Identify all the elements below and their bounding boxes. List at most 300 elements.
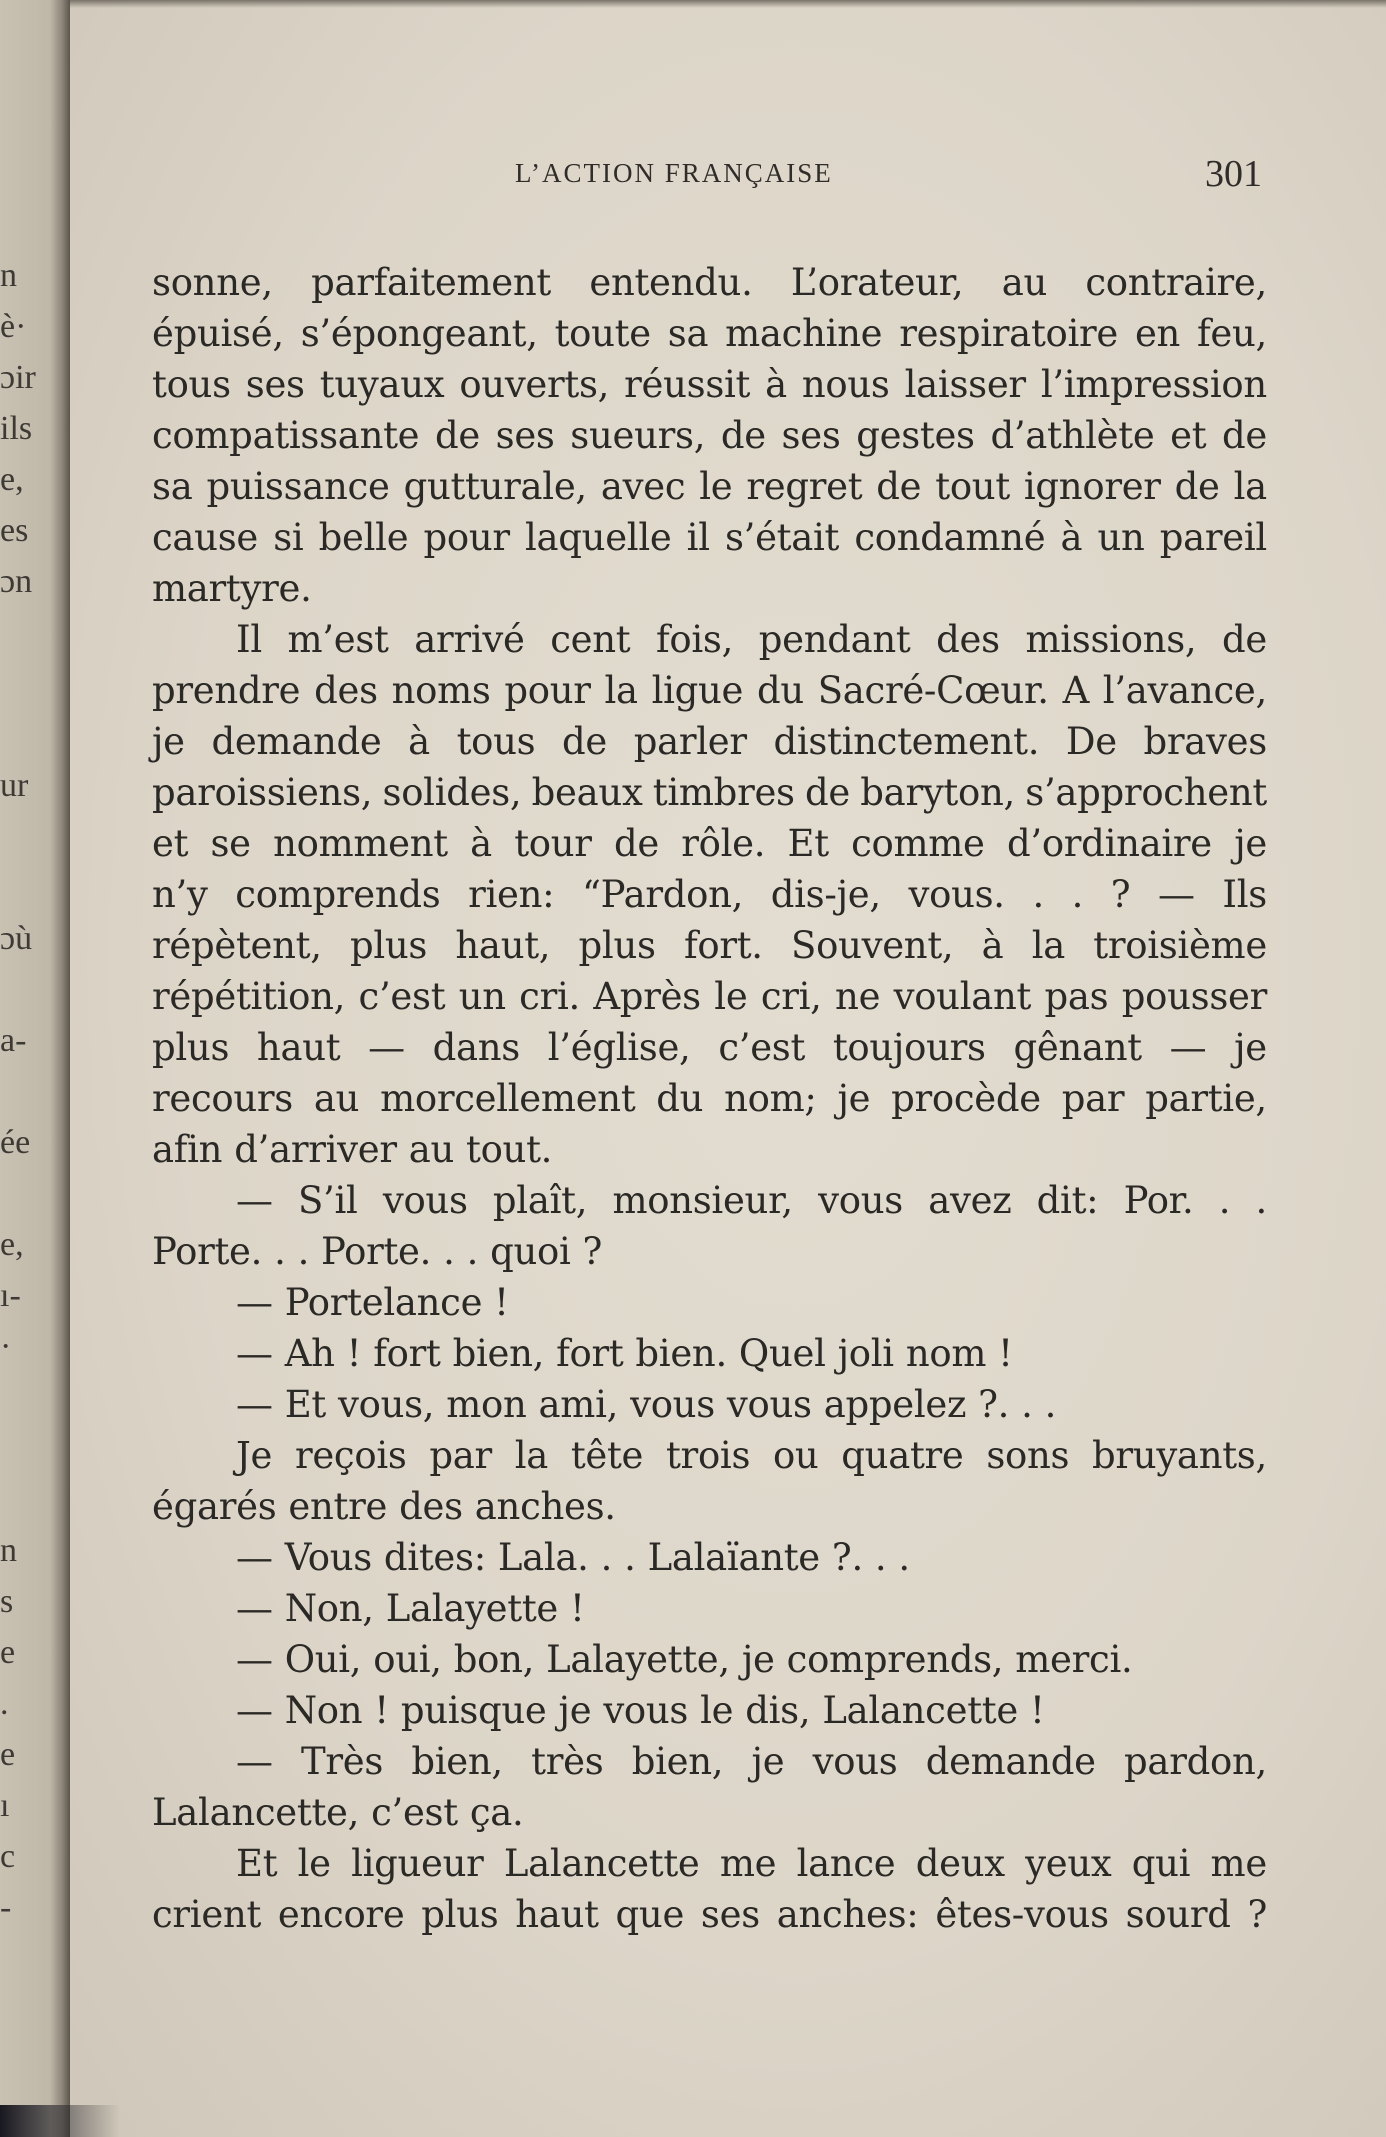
word: prendre xyxy=(152,669,301,712)
facing-page-fragment xyxy=(0,1372,40,1423)
text-line xyxy=(152,1379,1267,1430)
word: ligue xyxy=(651,669,744,712)
text-line xyxy=(152,767,1267,818)
word: — xyxy=(236,1332,273,1375)
facing-page-fragment: e xyxy=(0,1634,16,1671)
word: je xyxy=(1234,822,1267,865)
word: dis-je, xyxy=(770,873,881,916)
word: à xyxy=(470,822,492,865)
facing-page-fragment xyxy=(0,1474,40,1525)
text-line xyxy=(152,1787,1267,1838)
word: morcellement xyxy=(380,1077,636,1120)
word: toujours xyxy=(832,1026,986,1069)
word: Por. xyxy=(1123,1179,1194,1222)
text-line xyxy=(152,1226,1267,1277)
word: ? xyxy=(582,1230,603,1273)
word: braves xyxy=(1143,720,1267,763)
word: entre xyxy=(288,1485,388,1528)
word: bien, xyxy=(631,1740,724,1783)
word: fort xyxy=(373,1332,441,1375)
word: n’y xyxy=(152,873,208,916)
word: condamné xyxy=(854,516,1046,559)
word: le xyxy=(700,1689,734,1732)
facing-page-fragment: e, xyxy=(0,1226,24,1263)
word: vous xyxy=(630,1383,715,1426)
text-line xyxy=(152,1889,1267,1940)
word: — xyxy=(236,1383,273,1426)
facing-page-fragment: è· xyxy=(0,308,27,345)
word: ! xyxy=(570,1587,585,1630)
word: . xyxy=(1218,1179,1231,1222)
word: contraire, xyxy=(1085,261,1267,304)
word: — xyxy=(236,1638,273,1681)
word: parfaitement xyxy=(311,261,551,304)
word: vous xyxy=(726,1383,812,1426)
facing-page-fragment xyxy=(0,1168,40,1219)
word: — xyxy=(236,1689,273,1732)
facing-page-fragment: n xyxy=(0,257,17,294)
word: de xyxy=(876,465,922,508)
facing-page-fragments xyxy=(0,250,40,1933)
word: sa xyxy=(152,465,193,508)
word: yeux xyxy=(1025,1842,1112,1885)
word: tous xyxy=(152,363,231,406)
word: l’église, xyxy=(547,1026,691,1069)
word: avec xyxy=(600,465,686,508)
word: au xyxy=(408,1128,455,1171)
word: Non, xyxy=(284,1587,374,1630)
facing-page-fragment: ils xyxy=(0,410,33,447)
facing-page-fragment xyxy=(0,607,40,658)
word: rien: xyxy=(468,873,555,916)
word: la xyxy=(1031,924,1065,967)
word: ne xyxy=(835,975,881,1018)
word: se xyxy=(210,822,251,865)
word: du xyxy=(756,669,804,712)
word: — xyxy=(236,1179,273,1222)
word: je xyxy=(1234,1026,1267,1069)
word: êtes-vous xyxy=(935,1893,1109,1936)
word: cri, xyxy=(760,975,822,1018)
word: respiratoire xyxy=(899,312,1119,355)
word: à xyxy=(981,924,1004,967)
word: je xyxy=(152,720,185,763)
word: égarés xyxy=(152,1485,277,1528)
text-line xyxy=(152,359,1267,410)
facing-page-fragment: - xyxy=(0,1889,12,1926)
word: de xyxy=(1222,618,1267,661)
word: Lalancette xyxy=(822,1689,1018,1732)
word: et xyxy=(1170,414,1207,457)
word: de xyxy=(720,414,766,457)
word: . xyxy=(624,1536,636,1579)
text-line xyxy=(152,461,1267,512)
facing-page-fragment: e, xyxy=(0,461,24,498)
word: si xyxy=(273,516,304,559)
word: Après xyxy=(593,975,701,1018)
word: timbres xyxy=(652,771,795,814)
word: le xyxy=(699,465,733,508)
word: ! xyxy=(374,1689,389,1732)
page-top-shadow xyxy=(70,0,1386,8)
word: la xyxy=(604,669,638,712)
word: des xyxy=(314,669,378,712)
word: Lalancette xyxy=(503,1842,700,1885)
word: Lalayette xyxy=(385,1587,559,1630)
word: compatissante xyxy=(152,414,420,457)
word: parler xyxy=(633,720,747,763)
word: répètent, xyxy=(152,924,322,967)
word: entendu. xyxy=(589,261,753,304)
word: voulant xyxy=(893,975,1032,1018)
word: regret xyxy=(746,465,863,508)
word: gutturale, xyxy=(403,465,587,508)
word: De xyxy=(1065,720,1117,763)
word: . xyxy=(466,1230,479,1273)
word: demande xyxy=(211,720,382,763)
facing-page-fragment xyxy=(0,1066,40,1117)
word: la xyxy=(514,1434,549,1477)
word: ligueur xyxy=(351,1842,484,1885)
word: procède xyxy=(891,1077,1041,1120)
word: quatre xyxy=(841,1434,964,1477)
word: trois xyxy=(665,1434,751,1477)
word: A xyxy=(1062,669,1089,712)
text-line xyxy=(152,818,1267,869)
facing-page-fragment xyxy=(0,1423,40,1474)
word: cent xyxy=(550,618,631,661)
scan-corner-shadow xyxy=(0,2105,120,2137)
word: je xyxy=(741,1638,775,1681)
word: Vous xyxy=(284,1536,372,1579)
word: ?. xyxy=(978,1383,1010,1426)
word: bien, xyxy=(411,1740,503,1783)
text-line xyxy=(152,1430,1267,1481)
word: encore xyxy=(277,1893,405,1936)
word: cause xyxy=(152,516,258,559)
word: gestes xyxy=(856,414,975,457)
text-line xyxy=(152,1634,1267,1685)
word: plus xyxy=(152,1026,230,1069)
word: troisième xyxy=(1093,924,1267,967)
word: vous xyxy=(382,1179,468,1222)
word: plaît, xyxy=(492,1179,588,1222)
word: comprends, xyxy=(786,1638,1004,1681)
word: crient xyxy=(152,1893,262,1936)
word: dites: xyxy=(383,1536,486,1579)
word: tout. xyxy=(466,1128,553,1171)
running-head: L’ACTION FRANÇAISE xyxy=(515,158,833,188)
facing-page-fragment: a- xyxy=(0,1022,27,1059)
word: ! xyxy=(1029,1689,1045,1732)
word: sa xyxy=(667,312,709,355)
word: . xyxy=(1044,1383,1057,1426)
word: je xyxy=(837,1077,871,1120)
word: partie, xyxy=(1145,1077,1267,1120)
body-text xyxy=(152,257,1267,1940)
text-line xyxy=(152,971,1267,1022)
word: . xyxy=(898,1536,910,1579)
text-line xyxy=(152,1022,1267,1073)
word: dans xyxy=(432,1026,520,1069)
word: très xyxy=(531,1740,604,1783)
word: pour xyxy=(504,669,591,712)
word: Portelance xyxy=(284,1281,483,1324)
text-line xyxy=(152,512,1267,563)
word: plus xyxy=(349,924,428,967)
text-line xyxy=(152,1583,1267,1634)
facing-page-fragment: · xyxy=(0,1328,12,1365)
facing-page-fragment: . xyxy=(0,1685,9,1722)
text-line xyxy=(152,1838,1267,1889)
word: tous xyxy=(456,720,536,763)
word: s’épongeant, xyxy=(300,312,538,355)
word: puissance xyxy=(206,465,390,508)
facing-page-edge xyxy=(0,0,70,2137)
word: mon xyxy=(446,1383,527,1426)
word: tour xyxy=(514,822,592,865)
text-line xyxy=(152,920,1267,971)
word: puisque xyxy=(400,1689,547,1732)
word: . xyxy=(1071,873,1084,916)
word: tout xyxy=(935,465,1010,508)
word: Et xyxy=(787,822,829,865)
word: de xyxy=(434,414,480,457)
facing-page-fragment xyxy=(0,862,40,913)
word: machine xyxy=(725,312,883,355)
word: sueurs, xyxy=(570,414,706,457)
word: ses xyxy=(495,414,555,457)
word: réussit xyxy=(624,363,751,406)
word: Quel xyxy=(738,1332,826,1375)
text-line xyxy=(152,1481,1267,1532)
word: ! xyxy=(998,1332,1013,1375)
word: pas xyxy=(1044,975,1109,1018)
word: distinctement. xyxy=(773,720,1040,763)
word: joli xyxy=(837,1332,894,1375)
word: — xyxy=(368,1026,405,1069)
word: Sacré-Cœur. xyxy=(817,669,1049,712)
word: vous. xyxy=(908,873,1005,916)
word: un xyxy=(458,975,506,1018)
word: d’ordinaire xyxy=(1006,822,1212,865)
word: Oui, xyxy=(284,1638,362,1681)
word: nous xyxy=(801,363,890,406)
word: ses xyxy=(781,414,841,457)
word: ami, xyxy=(538,1383,619,1426)
word: sonne, xyxy=(152,261,273,304)
word: toute xyxy=(554,312,651,355)
text-line xyxy=(152,1736,1267,1787)
word: Lalaïante xyxy=(647,1536,820,1579)
facing-page-fragment xyxy=(0,658,40,709)
word: ! xyxy=(494,1281,509,1324)
facing-page-fragment: ée xyxy=(0,1124,31,1161)
word: missions, xyxy=(1025,618,1197,661)
word: à xyxy=(408,720,430,763)
word: bon, xyxy=(453,1638,535,1681)
word: l’impression xyxy=(1040,363,1267,406)
word: de xyxy=(613,822,659,865)
text-line xyxy=(152,1328,1267,1379)
word: par xyxy=(1061,1077,1125,1120)
word: haut, xyxy=(455,924,551,967)
word: — xyxy=(1169,1026,1207,1069)
word: L’orateur, xyxy=(790,261,964,304)
word: gênant xyxy=(1013,1026,1142,1069)
word: me xyxy=(1210,1842,1267,1885)
text-line xyxy=(152,614,1267,665)
word: noms xyxy=(391,669,491,712)
word: un xyxy=(1097,516,1145,559)
word: oui, xyxy=(373,1638,442,1681)
word: la xyxy=(1233,465,1267,508)
word: anches. xyxy=(474,1485,616,1528)
word: plus xyxy=(421,1893,499,1936)
word: à xyxy=(765,363,787,406)
text-line xyxy=(152,1124,1267,1175)
word: — xyxy=(236,1587,273,1630)
word: vous xyxy=(812,1740,898,1783)
word: sourd xyxy=(1125,1893,1231,1936)
word: deux xyxy=(915,1842,1005,1885)
word: beaux xyxy=(531,771,643,814)
word: de xyxy=(1221,414,1267,457)
word: laquelle xyxy=(524,516,672,559)
facing-page-fragment: ur xyxy=(0,767,29,804)
word: ses xyxy=(245,363,305,406)
word: ?. xyxy=(831,1536,863,1579)
word: épuisé, xyxy=(152,312,284,355)
word: fort. xyxy=(683,924,763,967)
word: s’approchent xyxy=(1025,771,1267,814)
word: . xyxy=(443,1230,455,1273)
word: fort xyxy=(556,1332,624,1375)
facing-page-fragment xyxy=(0,811,40,862)
word: ignorer xyxy=(1023,465,1161,508)
word: pendant xyxy=(758,618,911,661)
text-line xyxy=(152,410,1267,461)
word: afin xyxy=(152,1128,223,1171)
word: que xyxy=(615,1893,685,1936)
word: appelez xyxy=(823,1383,967,1426)
word: d’arriver xyxy=(234,1128,397,1171)
facing-page-fragment xyxy=(0,709,40,760)
word: m’est xyxy=(287,618,389,661)
word: Lalancette, xyxy=(152,1791,360,1834)
word: Ah xyxy=(284,1332,335,1375)
word: haut xyxy=(256,1026,341,1069)
word: pardon, xyxy=(1124,1740,1267,1783)
facing-page-fragment: n xyxy=(0,1532,17,1569)
text-line xyxy=(152,563,1267,614)
facing-page-fragment xyxy=(0,964,40,1015)
text-line xyxy=(152,1685,1267,1736)
word: de xyxy=(805,771,851,814)
word: Porte. xyxy=(152,1230,263,1273)
word: S’il xyxy=(297,1179,358,1222)
facing-page-fragment: es xyxy=(0,512,29,549)
word: Ils xyxy=(1222,873,1267,916)
word: reçois xyxy=(294,1434,407,1477)
word: vous xyxy=(603,1689,689,1732)
word: par xyxy=(429,1434,492,1477)
word: l’avance, xyxy=(1102,669,1267,712)
word: . xyxy=(874,1536,887,1579)
word: pareil xyxy=(1159,516,1267,559)
word: et xyxy=(152,822,189,865)
word: monsieur, xyxy=(612,1179,793,1222)
text-line xyxy=(152,257,1267,308)
word: bien, xyxy=(452,1332,545,1375)
word: ? xyxy=(1110,873,1131,916)
facing-page-fragment: ı- xyxy=(0,1277,21,1314)
word: . xyxy=(1032,873,1044,916)
word: tuyaux xyxy=(319,363,445,406)
word: vous, xyxy=(337,1383,435,1426)
word: avez xyxy=(928,1179,1012,1222)
word: solides, xyxy=(382,771,522,814)
word: — xyxy=(236,1740,273,1783)
word: . xyxy=(1021,1383,1033,1426)
word: Je xyxy=(236,1434,273,1477)
word: je xyxy=(751,1740,785,1783)
word: quoi xyxy=(490,1230,571,1273)
word: il xyxy=(686,516,710,559)
word: ? xyxy=(1247,1893,1267,1936)
word: de xyxy=(562,720,608,763)
word: “Pardon, xyxy=(582,873,744,916)
word: feu, xyxy=(1197,312,1267,355)
facing-page-fragment: ɔn xyxy=(0,563,33,600)
word: fois, xyxy=(656,618,734,661)
word: c’est xyxy=(718,1026,806,1069)
word: le xyxy=(297,1842,331,1885)
word: comprends xyxy=(235,873,441,916)
word: rôle. xyxy=(681,822,766,865)
word: — xyxy=(236,1536,273,1579)
word: paroissiens, xyxy=(152,771,373,814)
text-line xyxy=(152,665,1267,716)
word: ! xyxy=(346,1332,362,1375)
word: ça. xyxy=(469,1791,524,1834)
word: dit: xyxy=(1036,1179,1099,1222)
word: . xyxy=(274,1230,286,1273)
word: Et xyxy=(284,1383,326,1426)
word: pour xyxy=(423,516,510,559)
word: qui xyxy=(1131,1842,1191,1885)
text-line xyxy=(152,1277,1267,1328)
word: pousser xyxy=(1121,975,1267,1018)
page-number: 301 xyxy=(1205,153,1262,195)
word: tête xyxy=(570,1434,644,1477)
word: — xyxy=(1158,873,1195,916)
word: du xyxy=(656,1077,704,1120)
word: belle xyxy=(318,516,409,559)
text-line xyxy=(152,716,1267,767)
word: . xyxy=(600,1536,613,1579)
text-line xyxy=(152,869,1267,920)
word: des xyxy=(936,618,1000,661)
text-line xyxy=(152,1175,1267,1226)
word: me xyxy=(719,1842,777,1885)
word: baryton, xyxy=(860,771,1015,814)
word: vous xyxy=(818,1179,903,1222)
word: au xyxy=(1001,261,1047,304)
text-line xyxy=(152,308,1267,359)
facing-page-fragment: ı xyxy=(0,1787,10,1824)
word: Souvent, xyxy=(791,924,954,967)
